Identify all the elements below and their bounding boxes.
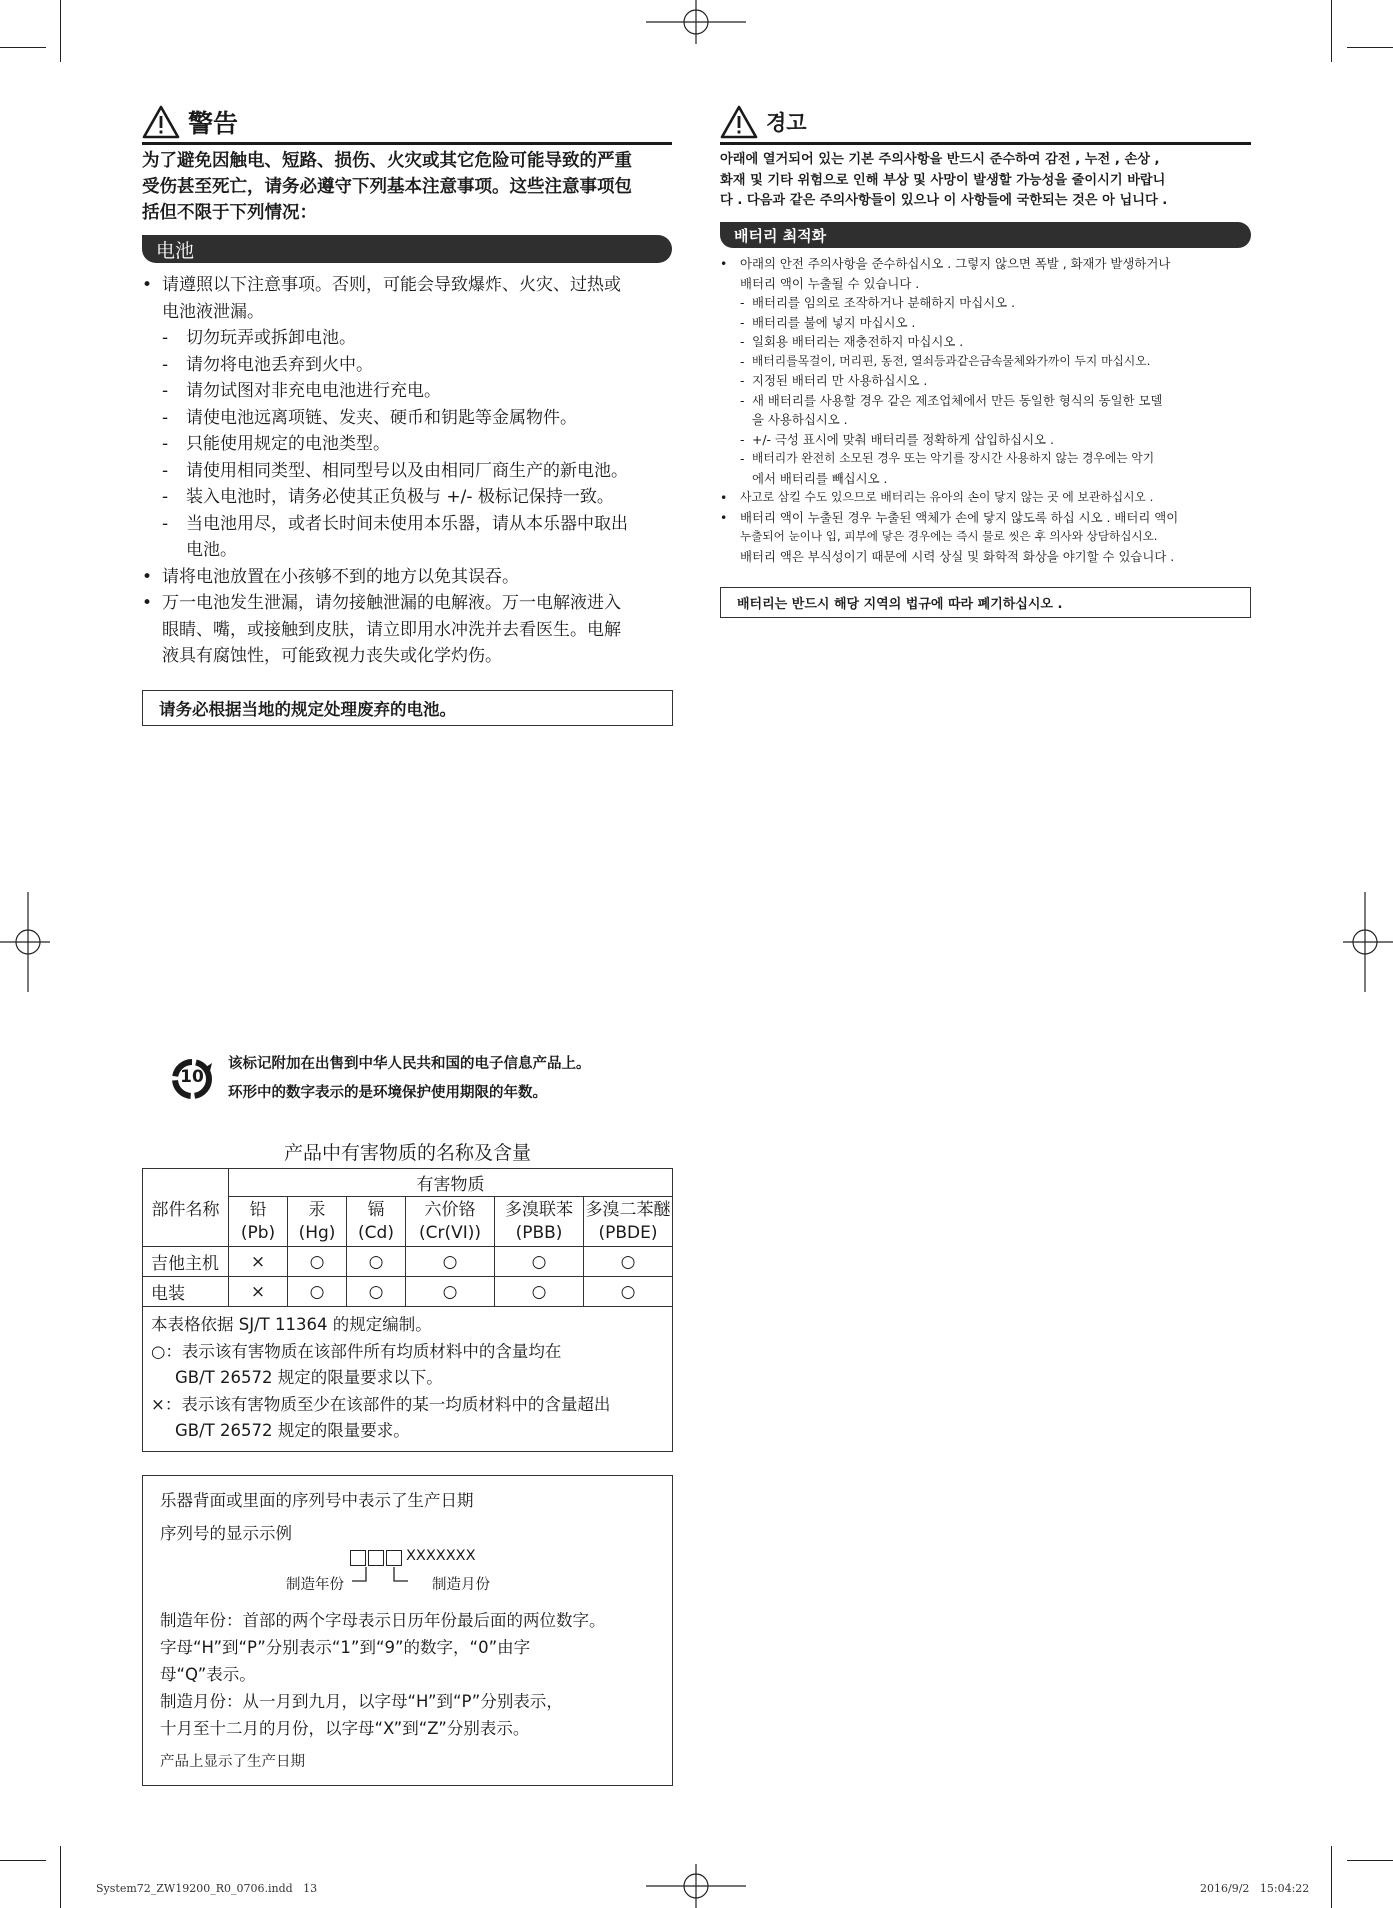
warning-heading-cn [142,104,238,140]
warning-title: 警告 [188,109,239,138]
column-header: 镉 (Cd) [347,1197,406,1247]
eco-logo-number: 10 [180,1067,204,1087]
battery-list-cn [142,272,687,670]
warning-intro-cn: 为了避免因触电、短路、损伤、火灾或其它危险可能导致的严重 受伤甚至死亡，请务必遵守下列基本注意事项。这些注意事项包 括但不限于下列情况： [142,151,632,223]
table-row: 电装 × ○ ○ ○ ○ ○ [143,1277,673,1307]
sub-item: - 请勿将电池丢弃到火中。 [162,354,373,375]
list-item: • 아래의 안전 주의사항을 준수하십시오 . 그렇지 않으면 폭발 , 화재가 발생하거나 배터리 액이 누출될 수 있습니다 . [720,254,1265,293]
sub-item: - 지정된 배터리 만 사용하십시오 . [740,373,928,388]
serial-example-suffix: XXXXXXX [406,1548,476,1564]
hazard-table-title: 产品中有害物质的名称及含量 [283,1142,531,1164]
sub-item: - 装入电池时，请务必使其正负极与 +/- 极标记保持一致。 [162,487,614,507]
column-header: 多溴二苯醚 (PBDE) [584,1197,673,1247]
sub-item: - 일회용 배터리는 재충전하지 마십시오 . [740,334,964,349]
registration-mark-top [646,0,746,44]
list-item: • 사고로 삼킬 수도 있으므로 배터리는 유아의 손이 닿지 않는 곳 에 보관하십시오 . [720,488,1265,508]
table-notes-row: 本表格依据 SJ/T 11364 的规定编制。 ○：表示该有害物质在该部件所有均质材料中的含量均在 GB/T 26572 规定的限量要求以下。 ×：表示该有害物质至少在该部件的某一均质材料中的含量超出 GB/T 26572 规定的限量要求。 [143,1307,673,1452]
sub-item: - 当电池用尽，或者长时间未使用本乐器，请从本乐器中取出 电池。 [162,513,628,560]
hazardous-substance-header: 有害物质 [229,1169,673,1197]
serial-line-2: 序列号的显示示例 [160,1524,292,1543]
warning-title: 경고 [766,111,807,135]
column-header: 六价铬 (Cr(VI)) [406,1197,495,1247]
heading-rule-kr [720,142,1251,145]
sub-item: - 배터리를목걸이, 머리핀, 동전, 열쇠등과같은금속물체와가까이 두지 마십시오. [740,353,1151,369]
serial-footer-note: 产品上显示了生产日期 [160,1754,305,1770]
registration-mark-left [0,892,50,992]
section-header-battery-cn: 电池 [142,235,672,263]
year-label: 制造年份 [286,1577,344,1593]
sub-item: - 배터리를 임의로 조작하거나 분해하지 마십시오 . [740,295,1016,310]
sub-item: - 请勿试图对非充电电池进行充电。 [162,381,441,401]
eco-description: 该标记附加在出售到中华人民共和国的电子信息产品上。 环形中的数字表示的是环境保护使用期限的年数。 [228,1056,591,1101]
serial-line-1: 乐器背面或里面的序列号中表示了生产日期 [160,1491,474,1510]
registration-mark-bottom [646,1864,746,1908]
warning-intro-kr: 아래에 열거되어 있는 기본 주의사항을 반드시 준수하여 감전 , 누전 , 손상 , 화재 및 기타 위험으로 인해 부상 및 사망이 발생할 가능성을 줄이시기 바랍니 다 . 다음과 같은 주의사항들이 있으나 이 사항들에 국한되는 것은 아 닙니다 . [720,152,1168,208]
warning-triangle-icon [720,105,758,139]
list-item: • 배터리 액이 누출된 경우 누출된 액체가 손에 닿지 않도록 하십 시오 . 배터리 액이 누출되어 눈이나 입, 피부에 닿은 경우에는 즉시 물로 씻은 후 의사와 상담하십시오. 배터리 액은 부식성이기 때문에 시력 상실 및 화학적 화상을 야기할 수 있습니다 . [720,508,1265,567]
sub-item: - 배터리를 불에 넣지 마십시오 . [740,314,916,330]
list-item: • 请遵照以下注意事项。否则，可能会导致爆炸、火灾、过热或 电池液泄漏。 [142,272,687,325]
heading-rule-cn [142,142,672,145]
list-item: • 万一电池发生泄漏，请勿接触泄漏的电解液。万一电解液进入 眼睛、嘴，或接触到皮肤，请立即用水冲洗并去看医生。电解 液具有腐蚀性，可能致视力丧失或化学灼伤。 [142,590,687,670]
year-description: 制造年份：首部的两个字母表示日历年份最后面的两位数字。 字母“H”到“P”分别表示“1”到“9”的数字，“0”由字 母“Q”表示。 [160,1611,606,1684]
month-description: 制造月份：从一月到九月，以字母“H”到“P”分别表示， 十月至十二月的月份，以字母“X”到“Z”分别表示。 [160,1692,563,1738]
warning-heading-kr [720,104,807,140]
column-header: 铅 (Pb) [229,1197,288,1247]
sub-item: - 切勿玩弄或拆卸电池。 [162,328,356,348]
list-item: • 请将电池放置在小孩够不到的地方以免其误吞。 [142,564,687,591]
disposal-note-cn: 请务必根据当地的规定处理废弃的电池。 [142,690,673,726]
registration-mark-right [1343,892,1393,992]
column-header: 多溴联苯 (PBB) [495,1197,584,1247]
sub-item: - 배터리가 완전히 소모된 경우 또는 악기를 장시간 사용하지 않는 경우에는 악기 에서 배터리를 빼십시오 . [740,451,1155,486]
sub-item: - 새 배터리를 사용할 경우 같은 제조업체에서 만든 동일한 형식의 동일한 모델 을 사용하십시오 . [740,392,1163,427]
print-timestamp: 2016/9/2 15:04:22 [1200,1882,1310,1895]
table-row: 吉他主机 × ○ ○ ○ ○ ○ [143,1247,673,1277]
column-header: 汞 (Hg) [288,1197,347,1247]
part-name-header: 部件名称 [143,1169,229,1247]
warning-triangle-icon [142,105,180,139]
section-header-battery-kr: 배터리 최적화 [720,222,1251,248]
disposal-note-kr: 배터리는 반드시 해당 지역의 법규에 따라 폐기하십시오 . [720,587,1251,618]
hazardous-substances-table [142,1168,673,1452]
sub-item: - 请使电池远离项链、发夹、硬币和钥匙等金属物件。 [162,407,577,428]
sub-item: - 请使用相同类型、相同型号以及由相同厂商生产的新电池。 [162,460,628,481]
sub-item: - +/- 극성 표시에 맞춰 배터리를 정확하게 삽입하십시오 . [740,431,1054,447]
battery-list-kr [720,254,1265,566]
file-name: System72_ZW19200_R0_0706.indd 13 [96,1882,318,1895]
month-label: 制造月份 [432,1577,490,1593]
sub-item: - 只能使用规定的电池类型。 [162,434,390,454]
serial-example-diagram [286,1547,526,1595]
